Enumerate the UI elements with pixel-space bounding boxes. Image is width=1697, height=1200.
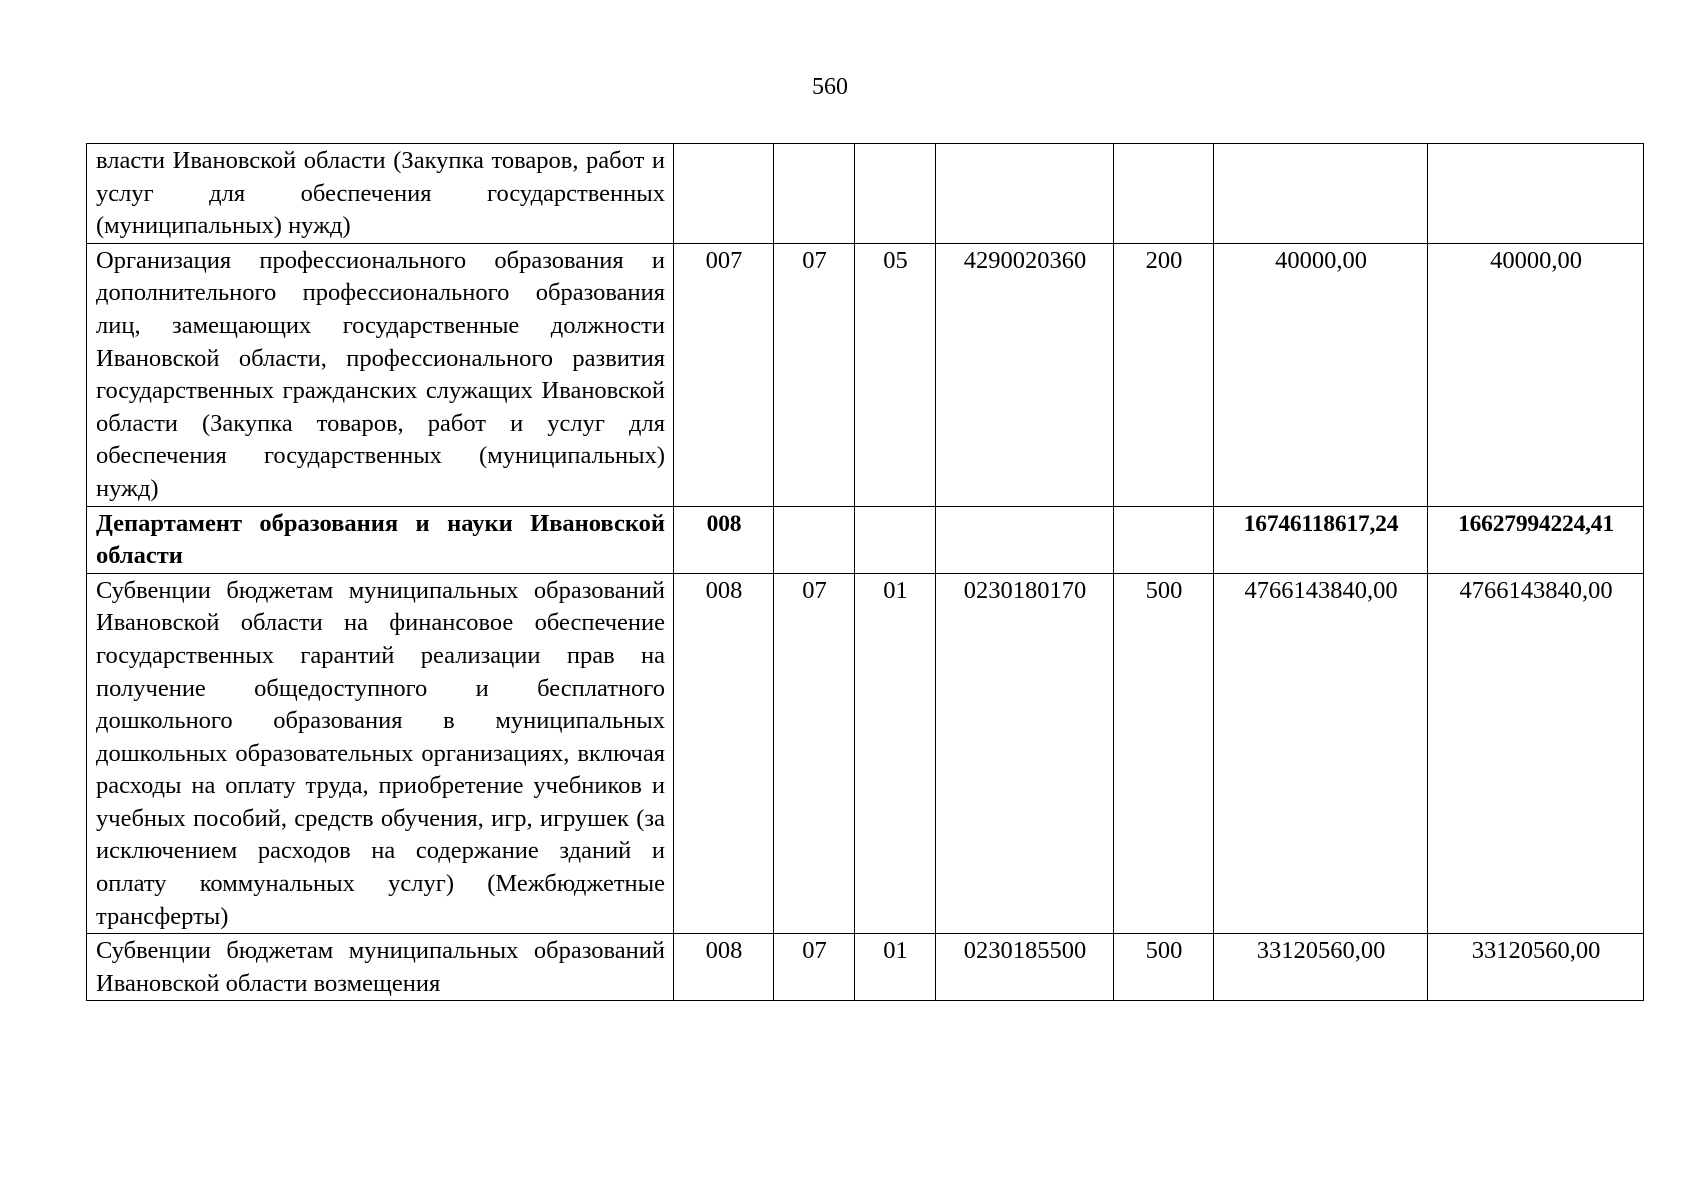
amount-1	[1214, 144, 1428, 244]
page-number: 560	[812, 74, 848, 100]
expense-type-code	[1114, 144, 1214, 244]
table-row	[87, 243, 1644, 506]
section-code: 07	[774, 243, 855, 506]
row-name: Субвенции бюджетам муниципальных образований Ивановской области на финансовое обеспечение государственных гарантий реализации прав на получение общедоступного и бесплатного дошкольного образования в муниципальных дошкольных образовательных организациях, включая расходы на оплату труда, приобретение учебников и учебных пособий, средств обучения, игр, игрушек (за исключением расходов на содержание зданий и оплату коммунальных услуг) (Межбюджетные трансферты)	[87, 573, 674, 934]
expense-type-code: 500	[1114, 573, 1214, 934]
subsection-code	[855, 506, 936, 573]
expense-type-code: 200	[1114, 243, 1214, 506]
table-row-department	[87, 506, 1644, 573]
table-row	[87, 573, 1644, 934]
ministry-code: 007	[674, 243, 774, 506]
row-name: Субвенции бюджетам муниципальных образований Ивановской области возмещения	[87, 934, 674, 1001]
expense-type-code	[1114, 506, 1214, 573]
table-row	[87, 934, 1644, 1001]
row-name: Департамент образования и науки Ивановской области	[87, 506, 674, 573]
amount-2: 4766143840,00	[1428, 573, 1644, 934]
section-code: 07	[774, 934, 855, 1001]
amount-1: 33120560,00	[1214, 934, 1428, 1001]
table-row	[87, 144, 1644, 244]
amount-2	[1428, 144, 1644, 244]
target-article-code	[936, 506, 1114, 573]
subsection-code: 01	[855, 573, 936, 934]
section-code	[774, 144, 855, 244]
budget-table	[86, 143, 1644, 1001]
subsection-code: 01	[855, 934, 936, 1001]
amount-1: 16746118617,24	[1214, 506, 1428, 573]
amount-1: 4766143840,00	[1214, 573, 1428, 934]
amount-1: 40000,00	[1214, 243, 1428, 506]
section-code	[774, 506, 855, 573]
amount-2: 16627994224,41	[1428, 506, 1644, 573]
amount-2: 40000,00	[1428, 243, 1644, 506]
subsection-code	[855, 144, 936, 244]
amount-2: 33120560,00	[1428, 934, 1644, 1001]
target-article-code: 4290020360	[936, 243, 1114, 506]
ministry-code: 008	[674, 573, 774, 934]
row-name: власти Ивановской области (Закупка товаров, работ и услуг для обеспечения государственных (муниципальных) нужд)	[87, 144, 674, 244]
target-article-code: 0230180170	[936, 573, 1114, 934]
ministry-code	[674, 144, 774, 244]
row-name: Организация профессионального образования и дополнительного профессионального образования лиц, замещающих государственные должности Ивановской области, профессионального развития государственных гражданских служащих Ивановской области (Закупка товаров, работ и услуг для обеспечения государственных (муниципальных) нужд)	[87, 243, 674, 506]
ministry-code: 008	[674, 506, 774, 573]
expense-type-code: 500	[1114, 934, 1214, 1001]
subsection-code: 05	[855, 243, 936, 506]
target-article-code	[936, 144, 1114, 244]
section-code: 07	[774, 573, 855, 934]
ministry-code: 008	[674, 934, 774, 1001]
target-article-code: 0230185500	[936, 934, 1114, 1001]
